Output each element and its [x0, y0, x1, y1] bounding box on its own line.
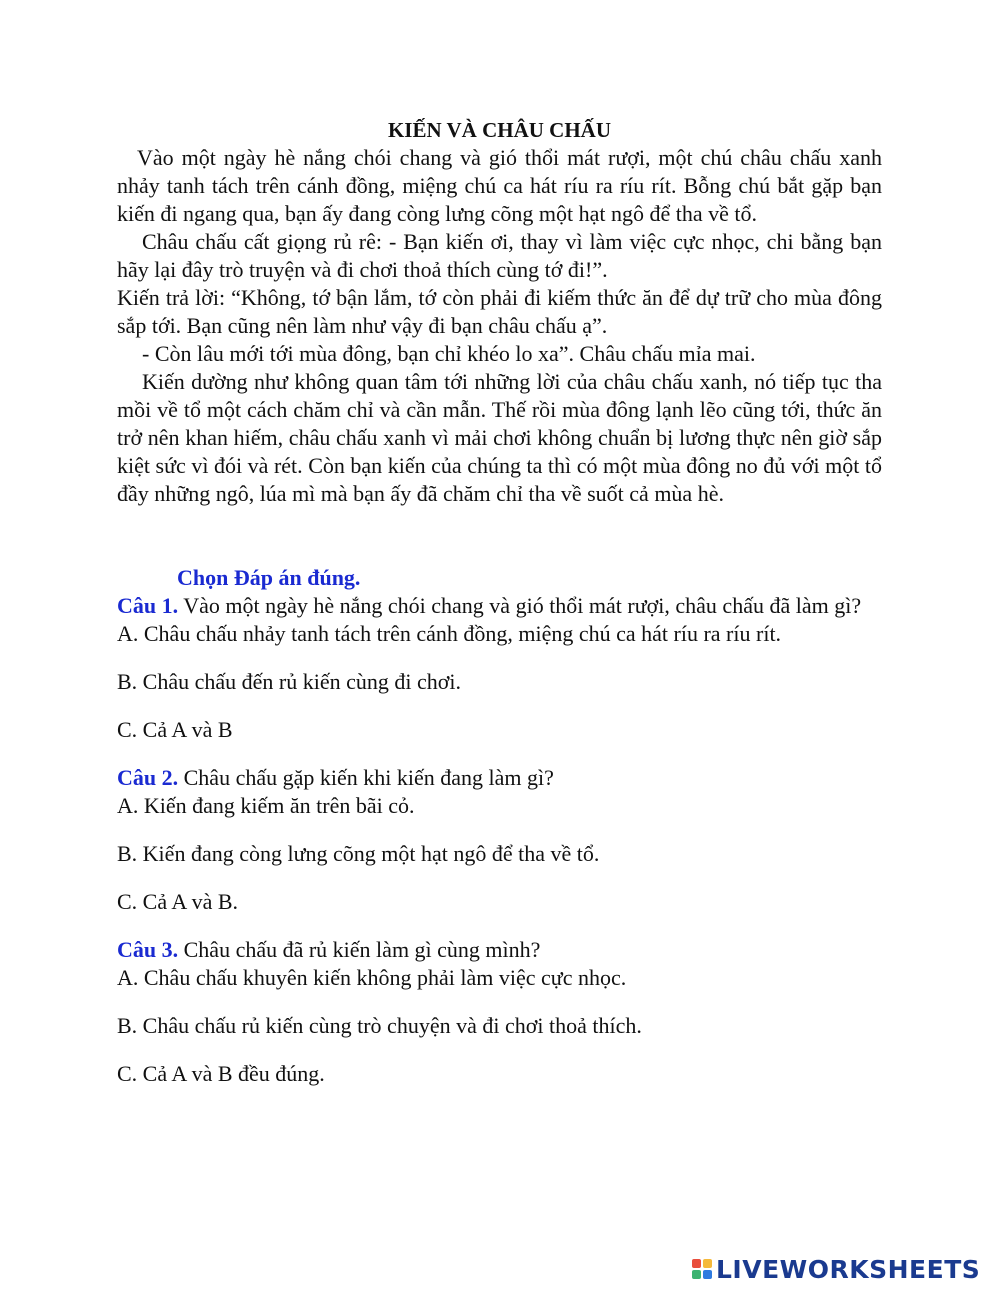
worksheet-page [117, 116, 882, 1088]
question-2 [117, 764, 882, 916]
logo-square [703, 1270, 712, 1279]
question-text: Châu chấu gặp kiến khi kiến đang làm gì? [183, 765, 554, 790]
liveworksheets-logo-icon [692, 1259, 712, 1279]
answer-option[interactable]: A. Kiến đang kiếm ăn trên bãi cỏ. [117, 793, 415, 818]
story-title: KIẾN VÀ CHÂU CHẤU [387, 118, 612, 142]
quiz-instruction: Chọn Đáp án đúng. [177, 565, 361, 590]
story-paragraph: Kiến dường như không quan tâm tới những lời của châu chấu xanh, nó tiếp tục tha mồi về tổ một cách chăm chỉ và cần mẫn. Thế rồi mùa đông lạnh lẽo cũng tới, thức ăn trở nên khan hiếm, châu chấu xanh vì mải chơi không chuẩn bị lương thực nên giờ sắp kiệt sức vì đói và rét. Còn bạn kiến của chúng ta thì có một mùa đông no đủ với một tổ đầy những ngô, lúa mì mà bạn ấy đã chăm chỉ tha về suốt cả mùa hè. [117, 369, 882, 506]
logo-square [692, 1259, 701, 1268]
question-number: Câu 2. [117, 765, 179, 790]
answer-option[interactable]: C. Cả A và B. [117, 889, 239, 914]
story-paragraph: Vào một ngày hè nắng chói chang và gió thổi mát rượi, một chú châu chấu xanh nhảy tanh tách trên cánh đồng, miệng chú ca hát ríu ra ríu rít. Bỗng chú bắt gặp bạn kiến đi ngang qua, bạn ấy đang còng lưng cõng một hạt ngô để tha về tổ. [117, 145, 882, 226]
liveworksheets-logo [692, 1254, 980, 1284]
logo-square [703, 1259, 712, 1268]
logo-square [692, 1270, 701, 1279]
question-3 [117, 936, 882, 1088]
answer-option[interactable]: B. Châu chấu đến rủ kiến cùng đi chơi. [117, 669, 461, 694]
answer-option[interactable]: A. Châu chấu nhảy tanh tách trên cánh đồng, miệng chú ca hát ríu ra ríu rít. [117, 621, 782, 646]
question-1 [117, 592, 882, 744]
question-text: Vào một ngày hè nắng chói chang và gió thổi mát rượi, châu chấu đã làm gì? [183, 593, 862, 618]
question-text: Châu chấu đã rủ kiến làm gì cùng mình? [183, 937, 541, 962]
story-paragraph: Châu chấu cất giọng rủ rê: - Bạn kiến ơi, thay vì làm việc cực nhọc, chi bằng bạn hãy lại đây trò truyện và đi chơi thoả thích cùng tớ đi!”. [117, 229, 882, 282]
story-body [117, 144, 882, 508]
story-paragraph: - Còn lâu mới tới mùa đông, bạn chỉ khéo lo xa”. Châu chấu mỉa mai. [142, 341, 756, 366]
question-number: Câu 1. [117, 593, 179, 618]
answer-option[interactable]: B. Châu chấu rủ kiến cùng trò chuyện và đi chơi thoả thích. [117, 1013, 642, 1038]
question-number: Câu 3. [117, 937, 179, 962]
logo-text: LIVEWORKSHEETS [716, 1254, 981, 1284]
answer-option[interactable]: A. Châu chấu khuyên kiến không phải làm việc cực nhọc. [117, 965, 627, 990]
answer-option[interactable]: C. Cả A và B đều đúng. [117, 1061, 325, 1086]
answer-option[interactable]: B. Kiến đang còng lưng cõng một hạt ngô để tha về tổ. [117, 841, 600, 866]
answer-option[interactable]: C. Cả A và B [117, 717, 233, 742]
story-paragraph: Kiến trả lời: “Không, tớ bận lắm, tớ còn phải đi kiếm thức ăn để dự trữ cho mùa đông sắp tới. Bạn cũng nên làm như vậy đi bạn châu chấu ạ”. [117, 285, 882, 338]
